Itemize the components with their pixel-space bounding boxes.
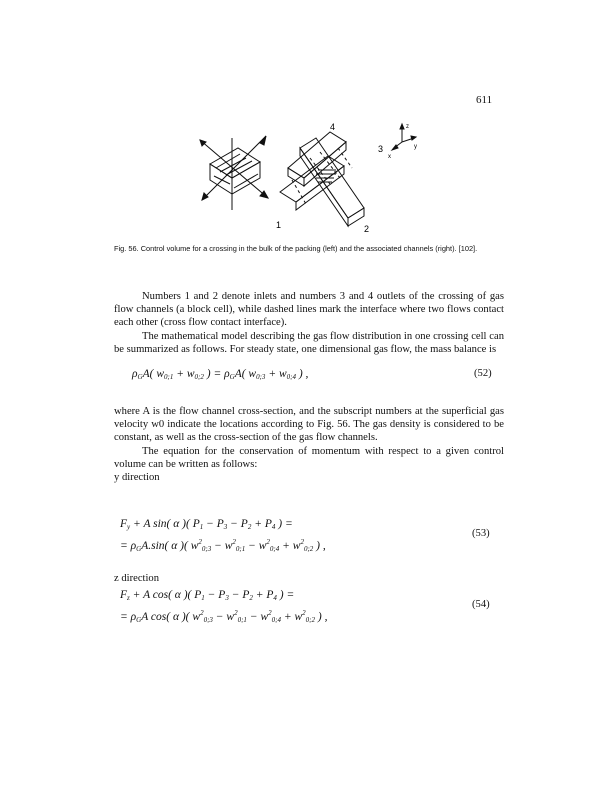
- equation-53: $F_y + A$ sin( α )( $P_1 - P_3 - P_2 + P_4$ ) = = $\rho_GA.\sin$( α )( $w^2_{0;3} - w^2_{0;1} - w^2_{0;4} + w^2_{0;2}$ ) , (53): [120, 518, 490, 553]
- axis-x: x: [388, 154, 391, 160]
- z-direction-label: z direction: [114, 573, 160, 584]
- label-2: 2: [364, 224, 370, 234]
- equation-52-number: (52): [474, 368, 492, 379]
- paragraph-3: where A is the flow channel cross-section, and the subscript numbers at the superficial gas velocity w0 indicate the locations according to Fig. 56. The gas density is considered to be constant, as well as the cross-section of the gas flow channels. The equation for the conservation of momentum with respect to a given control volume can be written as follows: y direction: [114, 406, 504, 484]
- page-number: 611: [476, 94, 493, 106]
- axis-y: y: [414, 144, 417, 150]
- y-direction-label: y direction: [114, 472, 160, 484]
- label-1: 1: [276, 220, 282, 230]
- paragraph-1: Numbers 1 and 2 denote inlets and numbers 3 and 4 outlets of the crossing of gas flow channels (a block cell), while dashed lines mark the interface where two flows contact each other (cross flow contact interface). The mathematical model describing the gas flow distribution in one crossing cell can be summarized as follows. For steady state, one dimensional gas flow, the mass balance is: [114, 291, 504, 355]
- crossing-diagram: [180, 118, 420, 238]
- label-3: 3: [378, 144, 384, 154]
- axis-z: z: [406, 124, 409, 130]
- figure-caption: Fig. 56. Control volume for a crossing in the bulk of the packing (left) and the associated channels (right). [102].: [114, 244, 478, 253]
- equation-54: $F_z + A$ cos( α )( $P_1 - P_3 - P_2 + P_4$ ) = = $\rho_GA$ cos( α )( $w^2_{0;3} - w^2_{0;1} - w^2_{0;4} + w^2_{0;2}$ ) , (54): [120, 589, 490, 624]
- equation-53-number: (53): [472, 528, 490, 539]
- equation-54-number: (54): [472, 599, 490, 610]
- label-4: 4: [330, 122, 336, 132]
- figure-56: [180, 118, 420, 238]
